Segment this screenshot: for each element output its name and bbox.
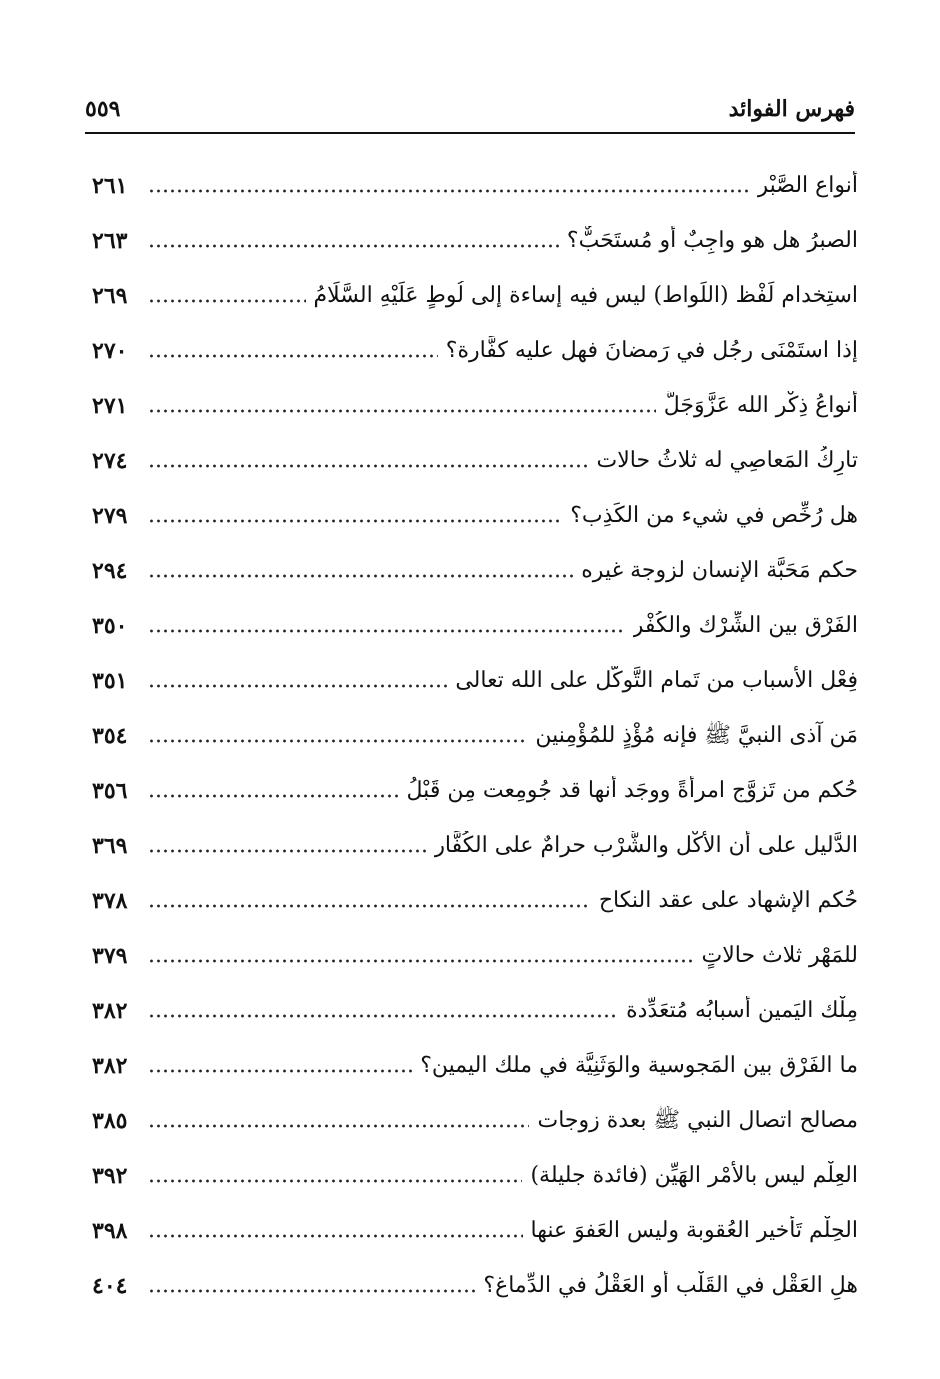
- index-entry: [92, 1203, 858, 1258]
- entry-title: حكم مَحَبَّة الإنسان لزوجة غيره: [581, 557, 858, 583]
- index-entry: [92, 1093, 858, 1148]
- dot-leader: [148, 519, 562, 523]
- index-entry: [92, 873, 858, 928]
- index-entry: [92, 653, 858, 708]
- index-entry: [92, 928, 858, 983]
- entry-page: ٣٥٦: [92, 777, 128, 804]
- dot-leader: [148, 959, 694, 963]
- entry-page: ٢٦٣: [92, 227, 128, 254]
- dot-leader: [148, 1289, 475, 1293]
- dot-leader: [148, 1234, 523, 1238]
- entry-page: ٢٦١: [92, 172, 128, 199]
- index-entry: [92, 818, 858, 873]
- entry-page: ٣٦٩: [92, 832, 128, 859]
- entry-title: الحِلْم تَأخير العُقوبة وليس العَفوَ عنها: [530, 1217, 858, 1243]
- index-entry: [92, 1038, 858, 1093]
- index-entry: [92, 983, 858, 1038]
- page-number: ٥٥٩: [85, 96, 121, 122]
- dot-leader: [148, 1069, 412, 1073]
- index-entry: [92, 488, 858, 543]
- dot-leader: [148, 189, 749, 193]
- entry-title: هلِ العَقْل في القَلْب أو العَقْلُ في الدِّماغ؟: [483, 1272, 858, 1298]
- entry-title: الصبرُ هل هو واجِبٌ أو مُستَحَبٌّ؟: [566, 227, 858, 253]
- entry-title: مَن آذى النبيَّ ﷺ فإنه مُؤْذٍ للمُؤْمِنين: [535, 722, 858, 748]
- entry-page: ٢٧٩: [92, 502, 128, 529]
- entry-title: حُكم الإشهاد على عقد النكاح: [598, 887, 858, 913]
- entry-page: ٢٧٠: [92, 337, 128, 364]
- entry-title: إذا استَمْنَى رجُل في رَمضانَ فهل عليه كفَّارة؟: [445, 337, 858, 363]
- dot-leader: [148, 849, 426, 853]
- dot-leader: [148, 574, 573, 578]
- dot-leader: [148, 1179, 522, 1183]
- index-entry: [92, 763, 858, 818]
- entry-page: ٣٩٢: [92, 1162, 128, 1189]
- dot-leader: [148, 629, 625, 633]
- entry-title: استِخدام لَفْظ (اللِّواط) ليس فيه إساءة إلى لُوطٍ عَلَيْهِ السَّلَامُ: [313, 282, 858, 308]
- dot-leader: [148, 1124, 529, 1128]
- entry-page: ٣٨٢: [92, 1052, 128, 1079]
- entry-page: ٣٧٩: [92, 942, 128, 969]
- entry-title: مصالح اتصال النبي ﷺ بعدة زوجات: [537, 1107, 858, 1133]
- entry-title: أَنواعُ ذِكْر الله عَزَّوَجَلَّ: [663, 392, 858, 418]
- entry-page: ٣٥٠: [92, 612, 128, 639]
- dot-leader: [148, 684, 447, 688]
- entry-title: الدَّليل على أن الأَكْل والشُّرْب حرامٌ على الكُفَّار: [434, 832, 858, 858]
- index-entry: [92, 543, 858, 598]
- entry-page: ٢٧١: [92, 392, 128, 419]
- entry-page: ٣٨٢: [92, 997, 128, 1024]
- entry-page: ٣٥١: [92, 667, 128, 694]
- dot-leader: [148, 354, 438, 358]
- index-entry: [92, 323, 858, 378]
- dot-leader: [148, 904, 591, 908]
- dot-leader: [148, 244, 559, 248]
- page-header: [85, 92, 855, 134]
- index-entry: [92, 1148, 858, 1203]
- index-entry: [92, 158, 858, 213]
- entry-title: هل رُخِّص في شيء من الكَذِب؟: [570, 502, 858, 528]
- index-entry: [92, 268, 858, 323]
- dot-leader: [148, 739, 527, 743]
- dot-leader: [148, 794, 399, 798]
- entry-page: ٣٩٨: [92, 1217, 128, 1244]
- entry-page: ٣٧٨: [92, 887, 128, 914]
- index-list: [92, 158, 858, 1313]
- index-entry: [92, 378, 858, 433]
- dot-leader: [148, 1014, 618, 1018]
- index-entry: [92, 433, 858, 488]
- dot-leader: [148, 299, 306, 303]
- entry-page: ٢٩٤: [92, 557, 128, 584]
- index-entry: [92, 598, 858, 653]
- entry-page: ٢٦٩: [92, 282, 128, 309]
- entry-title: مِلْك اليَمين أسبابُه مُتعَدِّدة: [626, 997, 858, 1023]
- entry-title: أنواع الصَّبْر: [757, 172, 858, 198]
- index-entry: [92, 708, 858, 763]
- entry-title: فِعْل الأسباب من تَمام التَّوكُّل على الله تعالى: [455, 667, 858, 693]
- entry-page: ٣٨٥: [92, 1107, 128, 1134]
- dot-leader: [148, 409, 656, 413]
- entry-title: تارِكُ المَعاصِي له ثلاثُ حالات: [596, 447, 858, 473]
- entry-title: العِلْم ليس بالأَمْر الهَيِّن (فائدة جليلة): [530, 1162, 858, 1188]
- dot-leader: [148, 464, 589, 468]
- section-title: فهرس الفوائد: [728, 96, 855, 122]
- entry-title: حُكم من تَزوَّج امرأةً ووجَد أنها قد جُومِعت مِن قَبْلُ: [406, 777, 858, 803]
- index-entry: [92, 213, 858, 268]
- entry-title: ما الفَرْق بين المَجوسية والوَثَنِيَّة في ملك اليمين؟: [420, 1052, 858, 1078]
- entry-page: ٤٠٤: [92, 1272, 128, 1299]
- entry-page: ٣٥٤: [92, 722, 128, 749]
- entry-title: الفَرْق بين الشِّرْك والكُفْر: [632, 612, 858, 638]
- entry-page: ٢٧٤: [92, 447, 128, 474]
- entry-title: للمَهْر ثلاث حالاتٍ: [701, 942, 858, 968]
- index-entry: [92, 1258, 858, 1313]
